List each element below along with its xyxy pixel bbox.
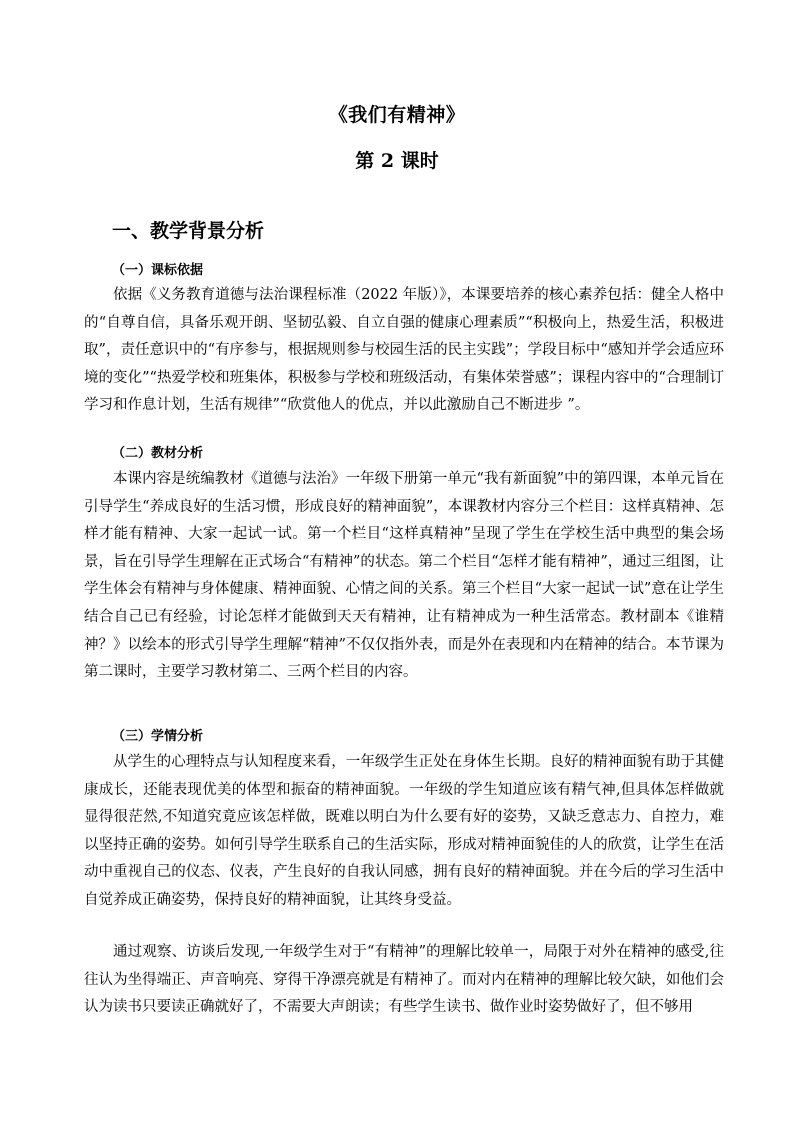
section-heading-background-analysis: 一、教学背景分析 xyxy=(112,220,265,242)
paragraph-textbook-analysis: 本课内容是统编教材《道德与法治》一年级下册第一单元“我有新面貌”中的第四课，本单元旨在引导学生“养成良好的生活习惯，形成良好的精神面貌”，本课教材内容分三个栏目：这样真精神、怎样才能有精神、大家一起试一试。第一个栏目“这样真精神”呈现了学生在学校生活中典型的集会场景，旨在引导学生理解在正式场合“有精神”的状态。第二个栏目“怎样才能有精神”，通过三组图，让学生体会有精神与身体健康、精神面貌、心情之间的关系。第三个栏目“大家一起试一试”意在让学生结合自己已有经验，讨论怎样才能做到天天有精神，让有精神成为一种生活常态。教材副本《谁精神？》以绘本的形式引导学生理解“精神”不仅仅指外表，而是外在表现和内在精神的结合。本节课为第二课时，主要学习教材第二、三两个栏目的内容。 xyxy=(84,471,724,681)
subsection-heading-textbook-analysis: （二）教材分析 xyxy=(112,446,204,461)
paragraph-student-analysis-1: 从学生的心理特点与认知程度来看，一年级学生正处在身体生长期。良好的精神面貌有助于其健康成长，还能表现优美的体型和振奋的精神面貌。一年级的学生知道应该有精气神,但具体怎样做就显得很茫然,不知道究竟应该怎样做，既难以明白为什么要有好的姿势，又缺乏意志力、自控力，难以坚持正确的姿势。如何引导学生联系自己的生活实际，形成对精神面貌佳的人的欣赏，让学生在活动中重视自己的仪态、仪表，产生良好的自我认同感，拥有良好的精神面貌。并在今后的学习生活中自觉养成正确姿势，保持良好的精神面貌，让其终身受益。 xyxy=(84,754,724,908)
paragraph-curriculum-basis: 依据《义务教育道德与法治课程标准（2022 年版）》，本课要培养的核心素养包括：健全人格中的“自尊自信，具备乐观开朗、坚韧弘毅、自立自强的健康心理素质”“积极向上，热爱生活，积极进取”，责任意识中的“有序参与，根据规则参与校园生活的民主实践”；学段目标中“感知并学会适应环境的变化”“热爱学校和班集体，积极参与学校和班级活动，有集体荣誉感”；课程内容中的“合理制订学习和作息计划，生活有规律”“欣赏他人的优点，并以此激励自己不断进步 ”。 xyxy=(84,287,724,414)
document-subtitle: 第 2 课时 xyxy=(355,150,439,172)
subsection-heading-curriculum-basis: （一）课标依据 xyxy=(112,263,204,278)
paragraph-student-analysis-2: 通过观察、访谈后发现,一年级学生对于“有精神”的理解比较单一，局限于对外在精神的感受,往往认为坐得端正、声音响亮、穿得干净漂亮就是有精神了。而对内在精神的理解比较欠缺，如他们会认为读书只要读正确就好了，不需要大声朗读；有些学生读书、做作业时姿势做好了，但不够用 xyxy=(84,944,724,1016)
document-title: 《我们有精神》 xyxy=(328,104,466,126)
subsection-heading-student-analysis: （三）学情分析 xyxy=(112,729,204,744)
